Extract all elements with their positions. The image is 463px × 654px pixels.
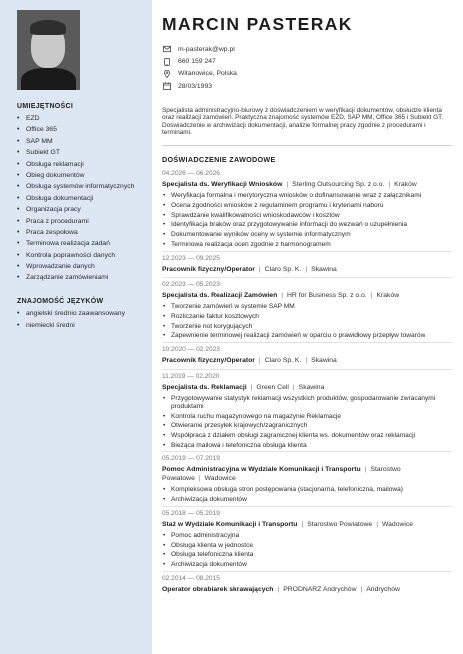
- job-entry: [162, 373, 452, 453]
- skills-heading: UMIEJĘTNOŚCI: [17, 103, 74, 110]
- job-divider: [162, 369, 452, 370]
- separator: |: [305, 357, 308, 365]
- job-dates: 12.2023 — 09.2025: [162, 254, 220, 262]
- job-divider: [162, 506, 452, 507]
- job-divider: [162, 571, 452, 572]
- language-item: • niemiecki średni: [17, 322, 145, 330]
- skill-item: • Obsługa dokumentacji: [17, 195, 145, 203]
- job-duties: [162, 192, 452, 248]
- profile-summary: Specjalista administracyjno-biurowy z doświadczeniem w weryfikacji dokumentów, obsłudze klienta oraz realizacji zamówień. Praktyczna znajomość systemów EZD, SAP MM, Office 365 i Subiekt GT. Doświadczenie w archiwizacji dokumentacji, analizie formalnej pracy zgodnie z procedurami i terminami.: [162, 107, 452, 146]
- email-text: m-pasterak@wp.pl: [178, 45, 235, 53]
- job-company: Green Cell: [256, 383, 289, 391]
- job-dates: 02.2014 — 08.2015: [162, 574, 220, 582]
- job-divider: [162, 277, 452, 278]
- job-dates: 02.2023 — 05.2023: [162, 280, 220, 288]
- contact-phone: [162, 55, 452, 67]
- profile-photo: [17, 10, 80, 90]
- job-entry: [162, 170, 452, 252]
- job-title-line: [162, 357, 452, 365]
- job-title-line: [162, 586, 452, 594]
- job-duty: • Identyfikacja braków oraz przygotowywanie informacji do wezwań o uzupełnienia: [162, 221, 452, 229]
- job-location: Wadowice: [381, 520, 414, 528]
- job-entry: [162, 346, 452, 369]
- skill-item: • EZD: [17, 115, 145, 123]
- job-title: Specjalista ds. Reklamacji: [162, 383, 247, 391]
- job-duty: • Rozliczanie faktur kosztowych: [162, 313, 452, 321]
- experience-list: [162, 170, 452, 594]
- job-company: HR for Business Sp. z o.o.: [286, 291, 367, 299]
- job-company: Starostwo Powiatowe: [307, 520, 373, 528]
- contact-email: [162, 43, 452, 55]
- job-title-line: [162, 181, 452, 189]
- job-duty: • Tworzenie not korygujących: [162, 323, 452, 331]
- job-duty: • Archiwizacja dokumentów: [162, 496, 452, 504]
- job-title: Pracownik fizyczny/Operator: [162, 357, 255, 365]
- job-title: Specjalista ds. Weryfikacji Wniosków: [162, 180, 283, 188]
- job-company: Sterling Outsourcing Sp. z o.o.: [292, 180, 385, 188]
- languages-list: [17, 310, 152, 329]
- separator: |: [258, 357, 261, 365]
- separator: |: [305, 265, 308, 273]
- job-entry: [162, 281, 452, 343]
- job-duty: • Terminowa realizacja ocen zgodnie z harmonogramem: [162, 241, 452, 249]
- separator: |: [258, 265, 261, 273]
- job-duty: • Pomoc administracyjna: [162, 532, 452, 540]
- job-duties: [162, 486, 452, 503]
- job-duties: [162, 532, 452, 569]
- job-duty: • Ocena zgodności wniosków z regulaminem programu i kryteriami naboru: [162, 202, 452, 210]
- job-company: Starostwo Powiatowe: [162, 466, 401, 482]
- job-title-line: [162, 521, 452, 529]
- calendar-icon: [162, 82, 172, 90]
- skill-item: • Kontrola poprawności danych: [17, 252, 145, 260]
- main-content: [162, 14, 452, 597]
- separator: |: [198, 474, 201, 482]
- job-entry: [162, 455, 452, 506]
- job-location: Skawina: [298, 383, 325, 391]
- separator: |: [376, 520, 378, 528]
- skill-item: • Office 365: [17, 126, 145, 134]
- contact-birthdate: [162, 80, 452, 92]
- phone-text: 660 159 247: [178, 58, 216, 66]
- job-duty: • Obsługa telefoniczna klienta: [162, 551, 452, 559]
- job-title: Pracownik fizyczny/Operator: [162, 265, 255, 273]
- skill-item: • Organizacja pracy: [17, 206, 145, 214]
- languages-heading: ZNAJOMOŚĆ JĘZYKÓW: [17, 298, 104, 306]
- sidebar: [0, 0, 152, 654]
- job-title: Pomoc Administracyjna w Wydziale Komunikacji i Transportu: [162, 466, 361, 474]
- skill-item: • Praca z procedurami: [17, 218, 145, 226]
- candidate-name: MARCIN PASTERAK: [162, 14, 353, 34]
- separator: |: [281, 291, 283, 299]
- skill-item: • Wprowadzanie danych: [17, 263, 145, 271]
- job-location: Skawina: [311, 265, 337, 273]
- job-divider: [162, 342, 452, 343]
- mail-icon: [162, 45, 172, 53]
- job-title: Staż w Wydziale Komunikacji i Transportu: [162, 520, 298, 528]
- job-location: Andrychów: [366, 585, 400, 593]
- job-duty: • Weryfikacja formalna i merytoryczna wniosków o dofinansowanie wraz z załącznikami: [162, 192, 452, 200]
- separator: |: [388, 180, 391, 188]
- job-location: Kraków: [376, 291, 400, 299]
- job-location: Skawina: [311, 357, 337, 365]
- job-duty: • Współpraca z działem obsługi zagranicznej klienta ws. dokumentów oraz reklamacji: [162, 432, 452, 440]
- job-duty: • Kompleksowa obsługa stron postępowania (stacjonarna, telefoniczna, mailowa): [162, 486, 452, 494]
- job-entry: [162, 510, 452, 572]
- skill-item: • Obsługa systemów informatycznych: [17, 183, 145, 191]
- job-divider: [162, 451, 452, 452]
- location-pin-icon: [162, 70, 172, 78]
- job-location: Wadowice: [204, 474, 236, 482]
- job-duty: • Tworzenie zamówień w systemie SAP MM: [162, 303, 452, 311]
- separator: |: [286, 180, 289, 188]
- job-duty: • Przygotowywanie statystyk reklamacji wszystkich produktów, gospodarowanie zwracanymi produktami: [162, 395, 452, 411]
- job-company: Claro Sp. K.: [264, 265, 302, 273]
- job-duty: • Obsługa klienta w jednostce: [162, 542, 452, 550]
- job-dates: 11.2019 — 02.2020: [162, 372, 220, 380]
- skill-item: • Zarządzanie zamówieniami: [17, 274, 145, 282]
- skill-item: • Obieg dokumentów: [17, 172, 145, 180]
- job-title: Specjalista ds. Realizacji Zamówień: [162, 291, 278, 299]
- separator: |: [301, 520, 304, 528]
- separator: |: [250, 383, 253, 391]
- job-location: Kraków: [394, 180, 417, 188]
- job-dates: 05.2018 — 05.2019: [162, 509, 220, 517]
- phone-icon: [162, 58, 172, 66]
- job-title: Operator obrabiarek skrawających: [162, 585, 274, 593]
- separator: |: [292, 383, 295, 391]
- job-title-line: [162, 292, 452, 300]
- location-text: Witanowice, Polska: [178, 70, 237, 78]
- job-duty: • Kontrola ruchu magazynowego na magazynie Reklamacje: [162, 413, 452, 421]
- job-title-line: [162, 266, 452, 274]
- job-dates: 04.2026 — 06.2026: [162, 169, 220, 177]
- skills-list: [17, 115, 152, 282]
- skill-item: • Praca zespołowa: [17, 229, 145, 237]
- job-title-line: [162, 384, 452, 392]
- birthdate-text: 28/03/1993: [178, 82, 213, 90]
- job-duty: • Dokumentowanie wyników oceny w systemie informatycznym: [162, 231, 452, 239]
- skill-item: • Terminowa realizacja zadań: [17, 240, 145, 248]
- job-dates: 05.2019 — 07.2019: [162, 455, 220, 463]
- job-entry: [162, 575, 452, 594]
- job-duty: • Otwieranie przesyłek krajowych/zagranicznych: [162, 422, 452, 430]
- skill-item: • SAP MM: [17, 138, 145, 146]
- contact-location: [162, 68, 452, 80]
- language-item: • angielski średnio zaawansowany: [17, 310, 145, 318]
- separator: |: [370, 291, 373, 299]
- job-divider: [162, 251, 452, 252]
- job-duty: • Zapewnienie terminowej realizacji zamówień w oparciu o prawidłowy przepływ towarów: [162, 332, 452, 340]
- skill-item: • Obsługa reklamacji: [17, 161, 145, 169]
- job-duty: • Sprawdzanie kwalifikowalności wnioskodawców i kosztów: [162, 212, 452, 220]
- job-duty: • Archiwizacja dokumentów: [162, 561, 452, 569]
- job-company: Claro Sp. K.: [264, 357, 302, 365]
- skill-item: • Subiekt GT: [17, 149, 145, 157]
- separator: |: [364, 466, 367, 474]
- separator: |: [277, 585, 280, 593]
- job-company: PRODNARZ Andrychów: [283, 585, 357, 593]
- job-duty: • Bieżąca mailowa i telefoniczna obsługa klienta: [162, 442, 452, 450]
- job-dates: 10.2020 — 02.2023: [162, 346, 220, 354]
- experience-heading: DOŚWIADCZENIE ZAWODOWE: [162, 154, 276, 164]
- separator: |: [360, 585, 363, 593]
- job-entry: [162, 255, 452, 278]
- job-duties: [162, 303, 452, 340]
- job-duties: [162, 395, 452, 449]
- job-title-line: [162, 466, 452, 483]
